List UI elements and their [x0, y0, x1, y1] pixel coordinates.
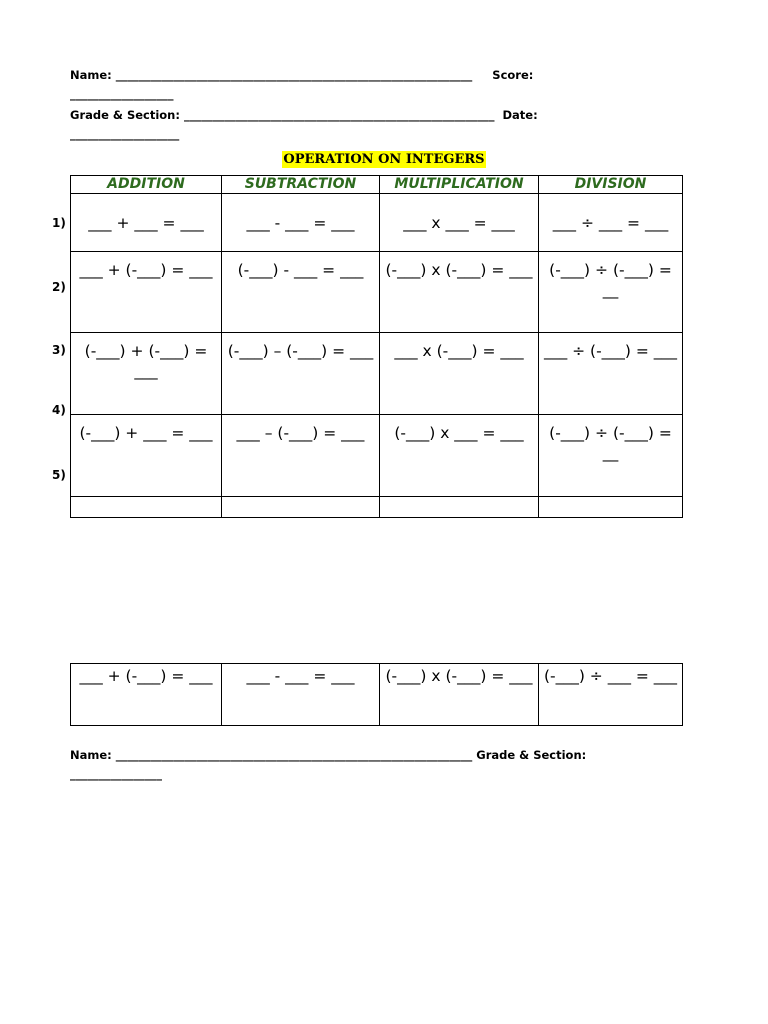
header-row [71, 176, 683, 194]
table-row [71, 497, 683, 518]
table-cell: ___ + ___ = ___ [71, 194, 222, 252]
column-header: MULTIPLICATION [380, 176, 539, 194]
table-cell: ___ x ___ = ___ [380, 194, 539, 252]
table-cell: ___ + (-___) = ___ [71, 664, 222, 726]
row-number: 5) [52, 468, 66, 482]
table-cell: (-___) ÷ (-___) = __ [539, 252, 683, 333]
date-blank: ___________________ [70, 127, 180, 141]
title-text: OPERATION ON INTEGERS [283, 152, 485, 167]
table-cell: (-___) ÷ (-___) = __ [539, 415, 683, 497]
operations-table [70, 175, 683, 518]
table-cell: ___ - ___ = ___ [222, 664, 380, 726]
footer-name-line: Name: ______________________________________________________________ Grade & Section: [70, 748, 587, 762]
table-cell: (-___) x (-___) = ___ [380, 252, 539, 333]
table-cell [380, 497, 539, 518]
table-cell: (-___) - ___ = ___ [222, 252, 380, 333]
row-number: 2) [52, 280, 66, 294]
table-row [71, 252, 683, 333]
table-cell [539, 497, 683, 518]
table-cell: (-___) – (-___) = ___ [222, 333, 380, 415]
score-blank: __________________ [70, 87, 174, 101]
grade-date-line: Grade & Section: ______________________________________________________ Date: [70, 108, 538, 122]
table-cell: ___ + (-___) = ___ [71, 252, 222, 333]
table-cell: ___ - ___ = ___ [222, 194, 380, 252]
column-header: SUBTRACTION [222, 176, 380, 194]
table-cell [71, 497, 222, 518]
table-cell: (-___) + (-___) = ___ [71, 333, 222, 415]
table-cell: ___ x (-___) = ___ [380, 333, 539, 415]
name-score-line: Name: ______________________________________________________________ Score: [70, 68, 534, 82]
row-number: 4) [52, 403, 66, 417]
table-cell: (-___) + ___ = ___ [71, 415, 222, 497]
table-cell: (-___) x (-___) = ___ [380, 664, 539, 726]
table-cell: ___ ÷ ___ = ___ [539, 194, 683, 252]
table-cell: ___ – (-___) = ___ [222, 415, 380, 497]
table-cell: (-___) x ___ = ___ [380, 415, 539, 497]
worksheet-title [0, 148, 768, 167]
footer-grade-blank: ________________ [70, 767, 162, 781]
table-cell: (-___) ÷ ___ = ___ [539, 664, 683, 726]
row-number: 1) [52, 216, 66, 230]
table-row [71, 333, 683, 415]
column-header: ADDITION [71, 176, 222, 194]
row-number: 3) [52, 343, 66, 357]
table-row [71, 664, 683, 726]
second-table [70, 663, 683, 726]
table-row [71, 194, 683, 252]
table-row [71, 415, 683, 497]
column-header: DIVISION [539, 176, 683, 194]
table-cell: ___ ÷ (-___) = ___ [539, 333, 683, 415]
table-cell [222, 497, 380, 518]
